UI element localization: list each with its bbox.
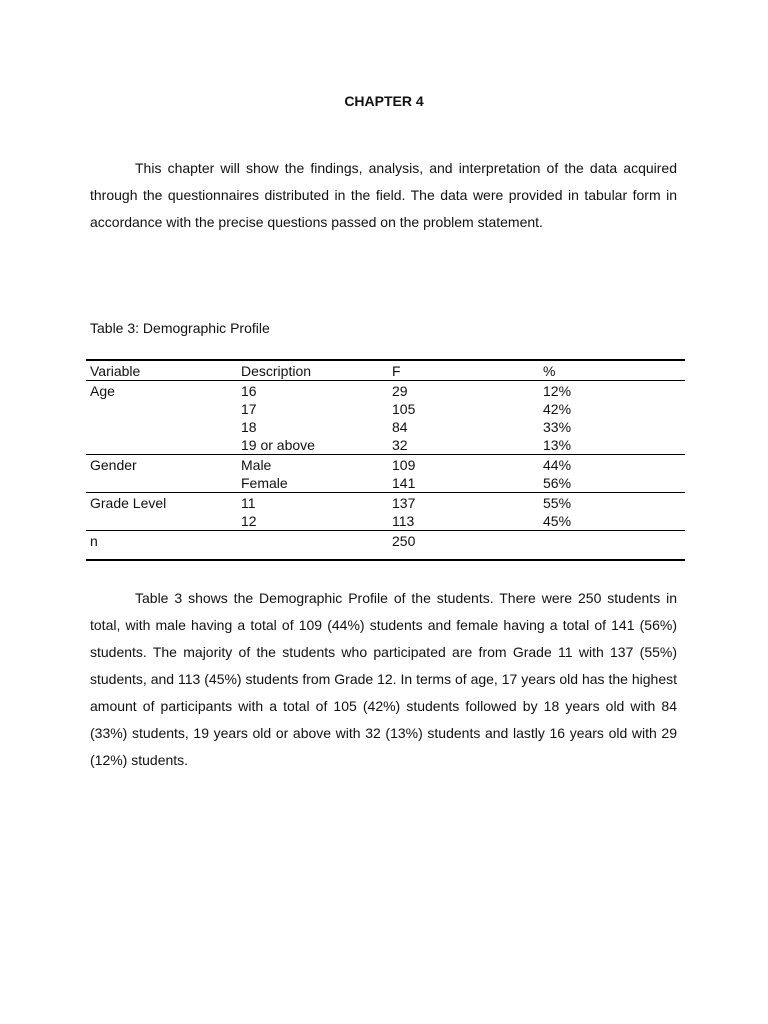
table-total-row <box>86 531 685 561</box>
cell-percent: 45% <box>539 512 685 531</box>
cell-frequency: 105 <box>392 401 416 417</box>
cell-variable <box>86 512 237 531</box>
table-row <box>86 493 685 513</box>
cell-percent <box>539 531 685 561</box>
cell-description: 11 <box>241 495 256 511</box>
cell-description: Female <box>237 474 388 493</box>
discussion-paragraph: Table 3 shows the Demographic Profile of the students. There were 250 students in total, with male having a total of 109 (44%) students and female having a total of 141 (56%) students. The majority of the students who participated are from Grade 11 with 137 (55%) students, and 113 (45%) students from Grade 12. In terms of age, 17 years old has the highest amount of participants with a total of 105 (42%) students followed by 18 years old with 84 (33%) students, 19 years old or above with 32 (13%) students and lastly 16 years old with 29 (12%) students. <box>90 590 677 768</box>
table-row <box>86 381 685 401</box>
table-row <box>86 455 685 475</box>
header-variable: Variable <box>86 360 237 381</box>
cell-percent: 56% <box>539 474 685 493</box>
table-caption: Table 3: Demographic Profile <box>90 320 270 336</box>
cell-description: 17 <box>241 401 257 417</box>
cell-frequency: 250 <box>388 531 539 561</box>
cell-variable <box>86 418 237 436</box>
cell-description: Male <box>241 457 272 473</box>
cell-percent: 12% <box>543 383 572 399</box>
table-row <box>86 474 685 493</box>
cell-variable: Grade Level <box>90 495 167 511</box>
cell-percent: 33% <box>543 419 572 435</box>
chapter-title: CHAPTER 4 <box>344 93 424 109</box>
header-description: Description <box>237 360 388 381</box>
cell-variable <box>86 400 237 418</box>
cell-description: 19 or above <box>237 436 388 455</box>
header-percent: % <box>539 360 685 381</box>
table-row <box>86 436 685 455</box>
cell-description: 12 <box>237 512 388 531</box>
table-row <box>86 400 685 418</box>
cell-percent: 44% <box>543 457 572 473</box>
cell-frequency: 113 <box>388 512 539 531</box>
cell-frequency: 109 <box>392 457 416 473</box>
cell-variable <box>86 474 237 493</box>
cell-percent: 13% <box>539 436 685 455</box>
table-header-row <box>86 360 685 381</box>
cell-frequency: 141 <box>388 474 539 493</box>
header-frequency: F <box>388 360 539 381</box>
cell-frequency: 84 <box>392 419 408 435</box>
demographic-profile-table <box>86 359 685 561</box>
cell-variable <box>86 436 237 455</box>
cell-variable: Age <box>90 383 115 399</box>
cell-description: 16 <box>241 383 257 399</box>
cell-frequency: 32 <box>388 436 539 455</box>
cell-description: 18 <box>241 419 257 435</box>
intro-paragraph: This chapter will show the findings, analysis, and interpretation of the data acquired through the questionnaires distributed in the field. The data were provided in tabular form in accordance with the precise questions passed on the problem statement. <box>90 160 677 230</box>
table-row <box>86 512 685 531</box>
cell-percent: 55% <box>543 495 572 511</box>
cell-frequency: 137 <box>392 495 416 511</box>
cell-description <box>237 531 388 561</box>
cell-percent: 42% <box>543 401 572 417</box>
cell-frequency: 29 <box>392 383 408 399</box>
cell-variable: Gender <box>90 457 137 473</box>
cell-variable: n <box>86 531 237 561</box>
table-row <box>86 418 685 436</box>
